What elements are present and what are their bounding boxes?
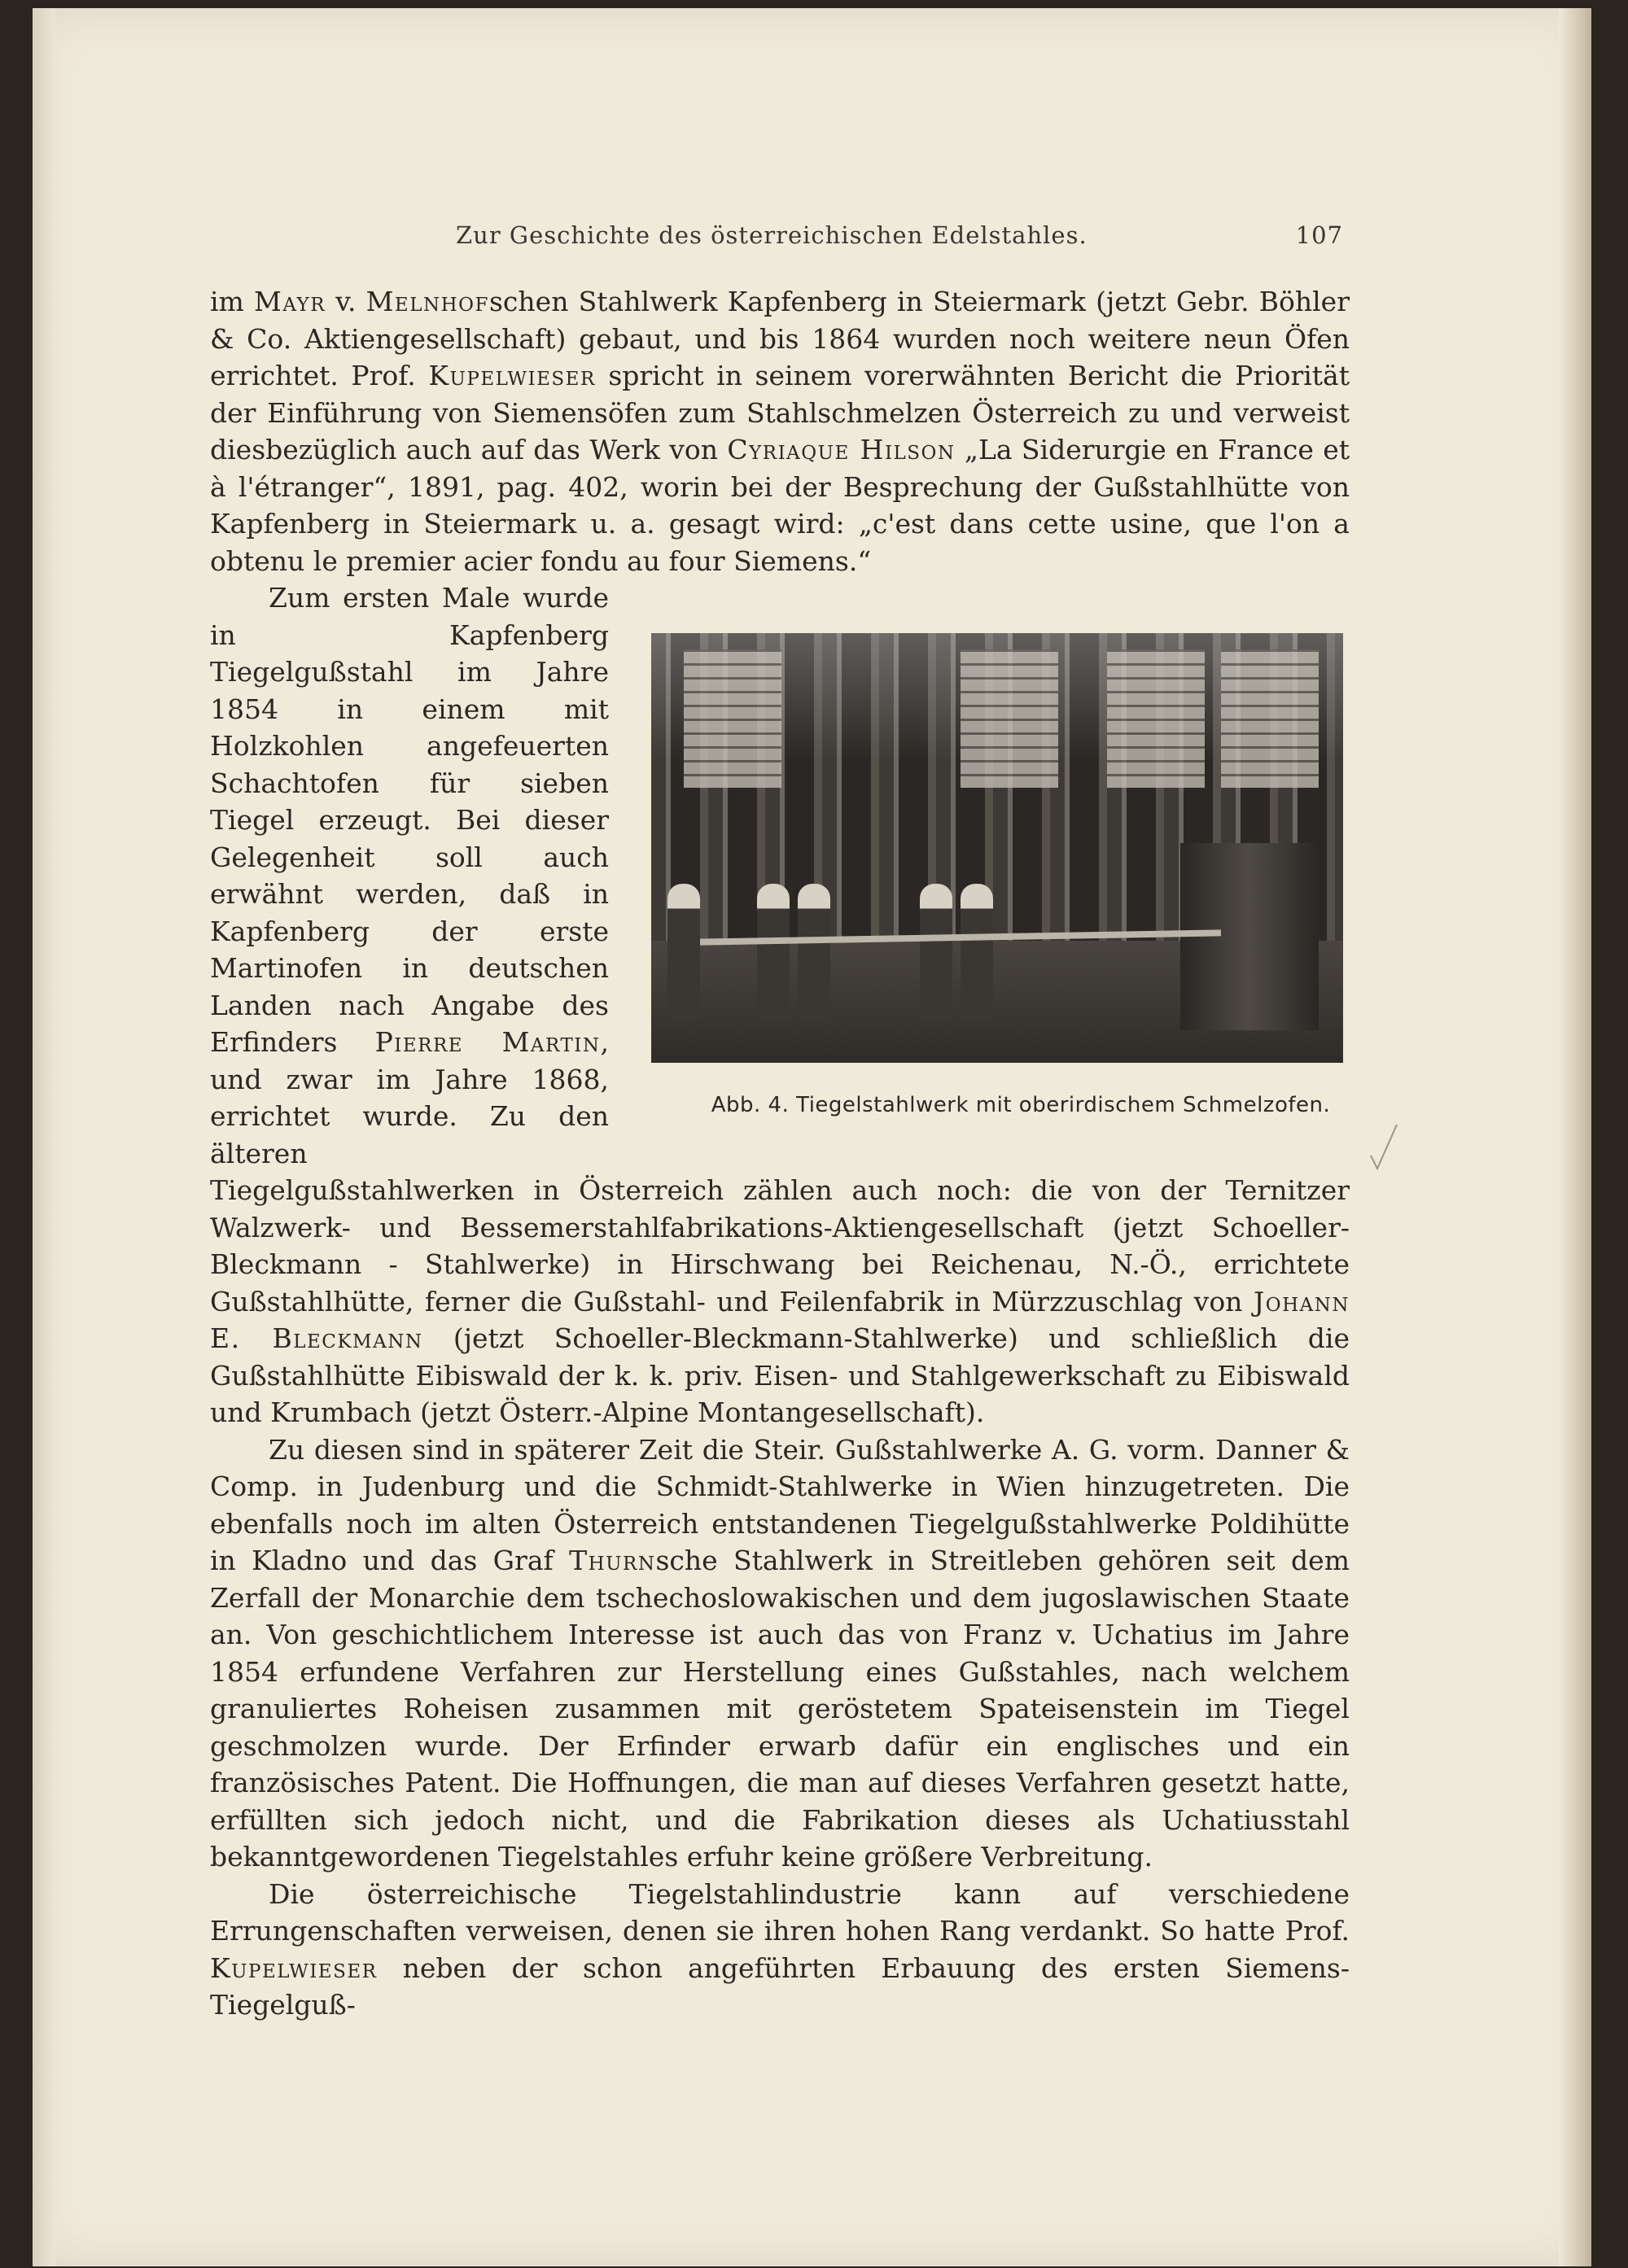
page-spine	[33, 8, 55, 2266]
page-edge	[1559, 8, 1591, 2266]
person-name: Mayr	[254, 286, 326, 317]
text-run: neben der schon angeführten Erbauung des ersten Siemens-Tiegelguß-	[210, 1951, 1350, 2021]
factory-photo	[651, 633, 1343, 1063]
text-run: schen Stahlwerk Kapfenberg in Steiermark (jetzt Gebr. Böhler & Co. Aktiengesellschaft) gebaut, und bis 1864 wurden noch weitere neun Öfen errichtet. Prof.	[210, 286, 1350, 391]
person-name: Cyriaque Hilson	[727, 434, 956, 465]
text-run: Zum ersten Male wurde in Kapfenberg Tiegelgußstahl im Jahre 1854 in einem mit Holzkohlen angefeuerten Schachtofen für sieben Tiegel erzeugt. Bei dieser Gelegenheit soll auch erwähnt werden, daß in Kapfenberg der erste Martinofen in deutschen Landen nach Angabe des Erfinders	[210, 582, 609, 1058]
person-name: Kupelwieser	[210, 1951, 378, 1984]
header-title: Zur Geschichte des österreichischen Edelstahles.	[456, 221, 1088, 249]
paragraph-4	[210, 1876, 1350, 2024]
text-run: sche Stahlwerk in Streitleben gehören seit dem Zerfall der Monarchie dem tschechoslowakischen und dem jugoslawischen Staate an. Von geschichtlichem Interesse ist auch das von Franz v. Uchatius im Jahre 1854 erfundene Verfahren zur Herstellung eines Gußstahles, nach welchem granuliertes Roheisen zusammen mit geröstetem Spateisenstein im Tiegel geschmolzen wurde. Der Erfinder erwarb dafür ein englisches und ein französisches Patent. Die Hoffnungen, die man auf dieses Verfahren gesetzt hatte, erfüllten sich jedoch nicht, und die Fabrikation dieses als Uchatiusstahl bekanntgewordenen Tiegelstahles erfuhr keine größere Verbreitung.	[210, 1545, 1350, 1873]
person-name: Johann E. Bleckmann	[210, 1285, 1350, 1354]
text-run: v.	[326, 286, 366, 317]
text-run: Zu diesen sind in späterer Zeit die Steir. Gußstahlwerke A. G. vorm. Danner & Comp. in Judenburg und die Schmidt-Stahlwerke in Wien hinzugetreten. Die ebenfalls noch im alten Österreich entstandenen Tiegelgußstahlwerke Poldihütte in Kladno und das Graf	[210, 1433, 1350, 1576]
person-name: Kupelwieser	[428, 360, 596, 391]
person-name: Thurn	[569, 1545, 656, 1576]
text-run: Die österreichische Tiegelstahlindustrie kann auf verschiedene Errungenschaften verweisen, denen sie ihren hohen Rang verdankt. So hatte Prof.	[210, 1877, 1350, 1947]
person-name: Pierre Martin	[374, 1026, 601, 1058]
text-run: „La Siderurgie en France et à l'étranger“, 1891, pag. 402, worin bei der Besprechung der Gußstahlhütte von Kapfenberg in Steiermark u. a. gesagt wird: „c'est dans cette usine, que l'on a obtenu le premier acier fondu au four Siemens.“	[210, 434, 1350, 577]
text-run: (jetzt Schoeller-Bleckmann-Stahlwerke) und schließlich die Gußstahlhütte Eibiswald der k. k. priv. Eisen- und Stahlgewerkschaft zu Eibiswald und Krumbach (jetzt Österr.-Alpine Montangesellschaft).	[210, 1322, 1350, 1428]
paragraph-3	[210, 1431, 1350, 1876]
figure	[633, 633, 1350, 1166]
page-number: 107	[1295, 221, 1343, 249]
text-run: im	[210, 286, 255, 317]
person-name: Melnhof	[365, 286, 489, 317]
figure-caption: Abb. 4. Tiegelstahlwerk mit oberirdischem Schmelzofen.	[711, 1093, 1331, 1117]
book-page	[33, 8, 1591, 2266]
running-header	[456, 221, 1343, 249]
text-run: spricht in seinem vorerwähnten Bericht die Priorität der Einführung von Siemensöfen zum Stahlschmelzen Österreich zu und verweist diesbezüglich auch auf das Werk von	[210, 360, 1350, 465]
paragraph-1	[210, 283, 1350, 579]
pencil-check-mark	[1368, 1123, 1400, 1172]
paragraph-2	[210, 579, 1350, 1431]
body-text	[210, 283, 1350, 2024]
text-run: , und zwar im Jahre 1868, errichtet wurde. Zu den älteren Tiegelgußstahlwerken in Österreich zählen auch noch: die von der Ternitzer Walzwerk- und Bessemerstahlfabrikations-Aktiengesellschaft (jetzt Schoeller-Bleckmann - Stahlwerke) in Hirschwang bei Reichenau, N.-Ö., errichtete Gußstahlhütte, ferner die Gußstahl- und Feilenfabrik in Mürzzuschlag von	[210, 1026, 1350, 1318]
